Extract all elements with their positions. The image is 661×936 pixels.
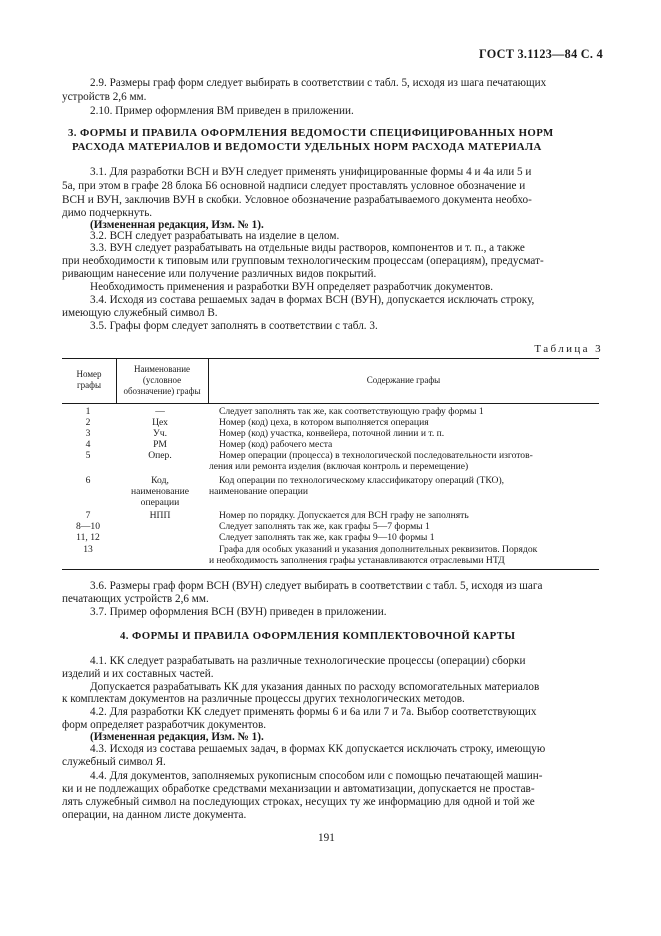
table-row-10-content-cont: и необходимость заполнения графы устанавливаются отраслевыми НТД <box>209 555 505 566</box>
table-row-3-name: Уч. <box>152 428 168 439</box>
table-row-7-content: Номер по порядку. Допускается для ВСН графу не заполнять <box>219 510 469 521</box>
table-row-5-number: 5 <box>85 450 91 461</box>
table-row-4-content: Номер (код) рабочего места <box>219 439 333 450</box>
table-row-10-content: Графа для особых указаний и указания дополнительных реквизитов. Порядок <box>219 544 538 555</box>
para-3-2: 3.2. ВСН следует разрабатывать на изделие в целом. <box>90 230 340 242</box>
table-row-5-content-cont: ления или ремонта изделия (включая контроль и перемещение) <box>209 461 469 472</box>
table-caption: Таблица 3 <box>534 343 603 355</box>
table-row-1-name: — <box>155 406 165 417</box>
para-2-9-line2: устройств 2,6 мм. <box>62 91 147 103</box>
table-row-6-name-line3: операции <box>140 497 180 508</box>
table-row-9-number: 11, 12 <box>76 532 100 543</box>
table-row-3-content: Номер (код) участка, конвейера, поточной линии и т. п. <box>219 428 445 439</box>
para-3-1-line1: 3.1. Для разработки ВСН и ВУН следует применять унифицированные формы 4 и 4а или 5 и <box>90 166 532 178</box>
para-3-3-line4: Необходимость применения и разработки ВУН определяет разработчик документов. <box>90 281 494 293</box>
table-row-2-name: Цех <box>152 417 168 428</box>
para-3-3-line2: при необходимости к типовым или групповым технологическим процессам (операциям), предусмат- <box>62 255 544 267</box>
table-row-7-number: 7 <box>85 510 91 521</box>
section-3-heading-line2: РАСХОДА МАТЕРИАЛОВ И ВЕДОМОСТИ УДЕЛЬНЫХ НОРМ РАСХОДА МАТЕРИАЛА <box>72 141 542 153</box>
para-3-4-line2: имеющую служебный символ В. <box>62 307 218 319</box>
table-row-6-name: Код, <box>151 475 169 486</box>
amendment-note-2: (Измененная редакция, Изм. № 1). <box>90 731 264 743</box>
para-4-1-line2: изделий и их составных частей. <box>62 668 214 680</box>
para-4-3-line1: 4.3. Исходя из состава решаемых задач, в формах КК допускается исключать строку, имеющую <box>90 743 546 755</box>
table-row-1-number: 1 <box>85 406 91 417</box>
para-4-4-line4: операции, на данном листе документа. <box>62 809 247 821</box>
table-top-rule <box>62 358 599 359</box>
table-row-6-name-line2: наименование <box>131 486 189 497</box>
table-header-name: Наименование (условное обозначение) графы <box>123 364 201 396</box>
para-3-3-line1: 3.3. ВУН следует разрабатывать на отдельные виды растворов, компонентов и т. п., а также <box>90 242 525 254</box>
table-row-4-name: РМ <box>153 439 167 450</box>
table-header-number: Номер графы <box>76 369 102 390</box>
para-4-1-line3: Допускается разрабатывать КК для указания данных по расходу вспомогательных материалов <box>90 681 540 693</box>
para-4-4-line3: лять служебный символ на последующих строках, несущих ту же информацию для одной и той же <box>62 796 535 808</box>
para-3-1-line3: ВСН и ВУН, заключив ВУН в скобки. Условное обозначение разрабатываемого документа необхо- <box>62 194 532 206</box>
table-row-8-content: Следует заполнять так же, как графы 5—7 формы 1 <box>219 521 430 532</box>
para-3-5: 3.5. Графы форм следует заполнять в соответствии с табл. 3. <box>90 320 378 332</box>
table-row-3-number: 3 <box>85 428 91 439</box>
para-4-2-line1: 4.2. Для разработки КК следует применять формы 6 и 6а или 7 и 7а. Выбор соответствующих <box>90 706 537 718</box>
para-3-6-line2: печатающих устройств 2,6 мм. <box>62 593 209 605</box>
table-row-2-number: 2 <box>85 417 91 428</box>
section-3-heading-line1: 3. ФОРМЫ И ПРАВИЛА ОФОРМЛЕНИЯ ВЕДОМОСТИ СПЕЦИФИЦИРОВАННЫХ НОРМ <box>68 127 554 139</box>
para-4-2-line2: форм определяет разработчик документов. <box>62 719 267 731</box>
table-row-9-content: Следует заполнять так же, как графы 9—10 формы 1 <box>219 532 435 543</box>
para-4-4-line1: 4.4. Для документов, заполняемых рукописным способом или с помощью печатающей машин- <box>90 770 543 782</box>
table-row-5-content: Номер операции (процесса) в технологической последовательности изготов- <box>219 450 533 461</box>
amendment-note-1: (Измененная редакция, Изм. № 1). <box>90 219 264 231</box>
table-row-7-name: НПП <box>149 510 171 521</box>
table-row-6-content: Код операции по технологическому классификатору операций (ТКО), <box>219 475 505 486</box>
table-row-10-number: 13 <box>83 544 93 555</box>
section-4-heading: 4. ФОРМЫ И ПРАВИЛА ОФОРМЛЕНИЯ КОМПЛЕКТОВОЧНОЙ КАРТЫ <box>120 630 516 642</box>
table-row-6-number: 6 <box>85 475 91 486</box>
para-3-3-line3: ривающим нанесение или получение различных видов покрытий. <box>62 268 377 280</box>
para-4-1-line4: к комплектам документов на различные процессы других технологических методов. <box>62 693 465 705</box>
para-2-9-line1: 2.9. Размеры граф форм следует выбирать в соответствии с табл. 5, исходя из шага печатающих <box>90 77 547 89</box>
running-header: ГОСТ 3.1123—84 С. 4 <box>478 47 603 61</box>
para-3-7: 3.7. Пример оформления ВСН (ВУН) приведен в приложении. <box>90 606 387 618</box>
table-row-1-content: Следует заполнять так же, как соответствующую графу формы 1 <box>219 406 484 417</box>
para-3-4-line1: 3.4. Исходя из состава решаемых задач в формах ВСН (ВУН), допускается исключать строку, <box>90 294 535 306</box>
table-row-8-number: 8—10 <box>76 521 100 532</box>
para-3-1-line4: димо подчеркнуть. <box>62 207 153 219</box>
table-row-4-number: 4 <box>85 439 91 450</box>
para-2-10: 2.10. Пример оформления ВМ приведен в приложении. <box>90 105 354 117</box>
table-row-5-name: Опер. <box>148 450 172 461</box>
para-4-4-line2: ки и не подлежащих обработке средствами механизации и автоматизации, допускается не простав- <box>62 783 535 795</box>
para-3-1-line2: 5а, при этом в графе 28 блока Б6 основной надписи следует проставлять условное обозначение и <box>62 180 526 192</box>
para-4-3-line2: служебный символ Я. <box>62 756 166 768</box>
para-4-1-line1: 4.1. КК следует разрабатывать на различные технологические процессы (операции) сборки <box>90 655 526 667</box>
table-header-rule <box>62 403 599 404</box>
table-row-6-content-cont: наименование операции <box>209 486 309 497</box>
table-row-2-content: Номер (код) цеха, в котором выполняется операция <box>219 417 429 428</box>
table-header-content: Содержание графы <box>366 375 441 385</box>
table-bottom-rule <box>62 569 599 570</box>
para-3-6-line1: 3.6. Размеры граф форм ВСН (ВУН) следует выбирать в соответствии с табл. 5, исходя из шага <box>90 580 543 592</box>
page-number: 191 <box>318 832 335 844</box>
